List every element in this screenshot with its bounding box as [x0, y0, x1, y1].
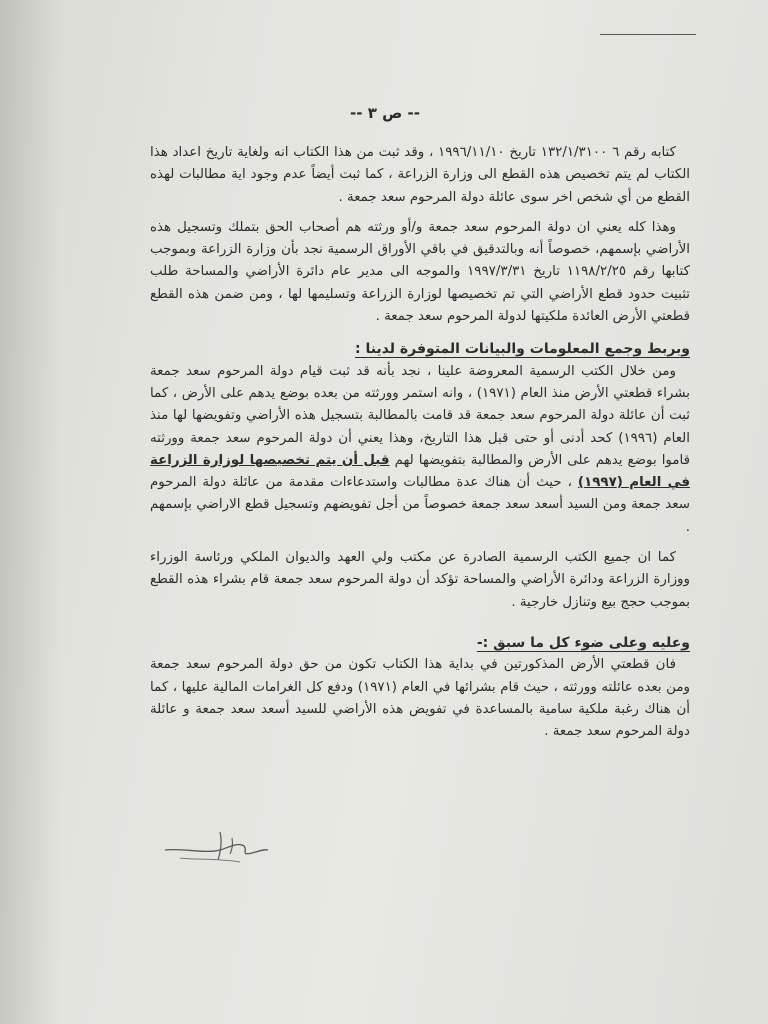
paragraph-3-text: ومن خلال الكتب الرسمية المعروضة علينا ، نجد بأنه قد ثبت قيام دولة المرحوم سعد جمعة بشراء قطعتي الأرض منذ العام (١٩٧١) ، وانه استمر وورثته من بعده بوضع يدهم على الأرض ، كما ثبت أن عائلة دولة المرحوم سعد جمعة قد قامت بالمطالبة بتسجيل هذه الأراضي وتفويضها لها منذ العام (١٩٩٦) كحد أدنى أو حتى قبل هذا التاريخ، وهذا يعني أن دولة المرحوم سعد جمعة وورثته قاموا بوضع يدهم على الأرض والمطالبة بتفويضها لهم — [150, 363, 690, 468]
section-heading-1: وبربط وجمع المعلومات والبيانات المتوفرة لدينا : — [354, 341, 690, 358]
page-number: -- ص ٣ -- — [350, 104, 420, 122]
paragraph-3-continued: ، حيث أن هناك عدة مطالبات واستدعاءات مقدمة من عائلة دولة المرحوم سعد جمعة ومن السيد أسعد سعد جمعة خصوصاً من أجل تفويضهم وتسجيل قطع الاراضي بإسمهم . — [150, 475, 690, 535]
handwritten-signature — [160, 820, 270, 880]
section-heading-2: وعليه وعلى ضوء كل ما سبق :- — [476, 634, 690, 651]
paragraph-2: وهذا كله يعني ان دولة المرحوم سعد جمعة و/أو ورثته هم أصحاب الحق بتملك وتسجيل هذه الأراضي بإسمهم، خصوصاً أنه وبالتدقيق في باقي الأوراق الرسمية نجد بأن وزارة الزراعة وبموجب كتابها رقم ١١٩٨/٢/٢٥ تاريخ ١٩٩٧/٣/٣١ والموجه الى مدير عام دائرة الأراضي والمساحة طلب تثبيت حدود قطع الأراضي التي تم تخصيصها لوزارة الزراعة وتسليمها لها ، ومن ضمن هذه القطع قطعتي الأرض العائدة ملكيتها لدولة المرحوم سعد جمعة . — [150, 219, 690, 325]
document-body — [150, 142, 690, 751]
paragraph-5: فان قطعتي الأرض المذكورتين في بداية هذا الكتاب تكون من حق دولة المرحوم سعد جمعة ومن بعده عائلته وورثته ، حيث قام بشرائها في العام (١٩٧١) ودفع كل الغرامات المالية عليها ، كما أن هناك رغبة ملكية سامية بالمساعدة في تفويض هذه الأراضي للسيد أسعد سعد جمعة و عائلة دولة المرحوم سعد جمعة . — [150, 657, 690, 740]
top-rule — [600, 34, 696, 35]
paragraph-4: كما ان جميع الكتب الرسمية الصادرة عن مكتب ولي العهد والديوان الملكي ورئاسة الوزراء ووزارة الزراعة ودائرة الأراضي والمساحة تؤكد أن دولة المرحوم سعد جمعة قام بشراء هذه القطع بموجب حجج بيع وتنازل خارجية . — [150, 550, 690, 610]
page-shadow — [0, 0, 60, 1024]
paragraph-3-underlined: قبل أن يتم تخصيصها لوزارة الزراعة في العام (١٩٩٧) — [150, 452, 690, 491]
paragraph-3 — [150, 361, 690, 539]
paragraph-1: كتابه رقم ٦ ١٣٢/١/٣١٠٠ تاريخ ١٩٩٦/١١/١٠ ، وقد ثبت من هذا الكتاب انه ولغاية تاريخ اعداد هذا الكتاب لم يتم تخصيص هذه القطع الى وزارة الزراعة ، كما ثبت أيضاً عدم وجود اية مطالبات لهذه القطع من أي شخص اخر سوى عائلة دولة المرحوم سعد جمعة . — [150, 145, 690, 205]
